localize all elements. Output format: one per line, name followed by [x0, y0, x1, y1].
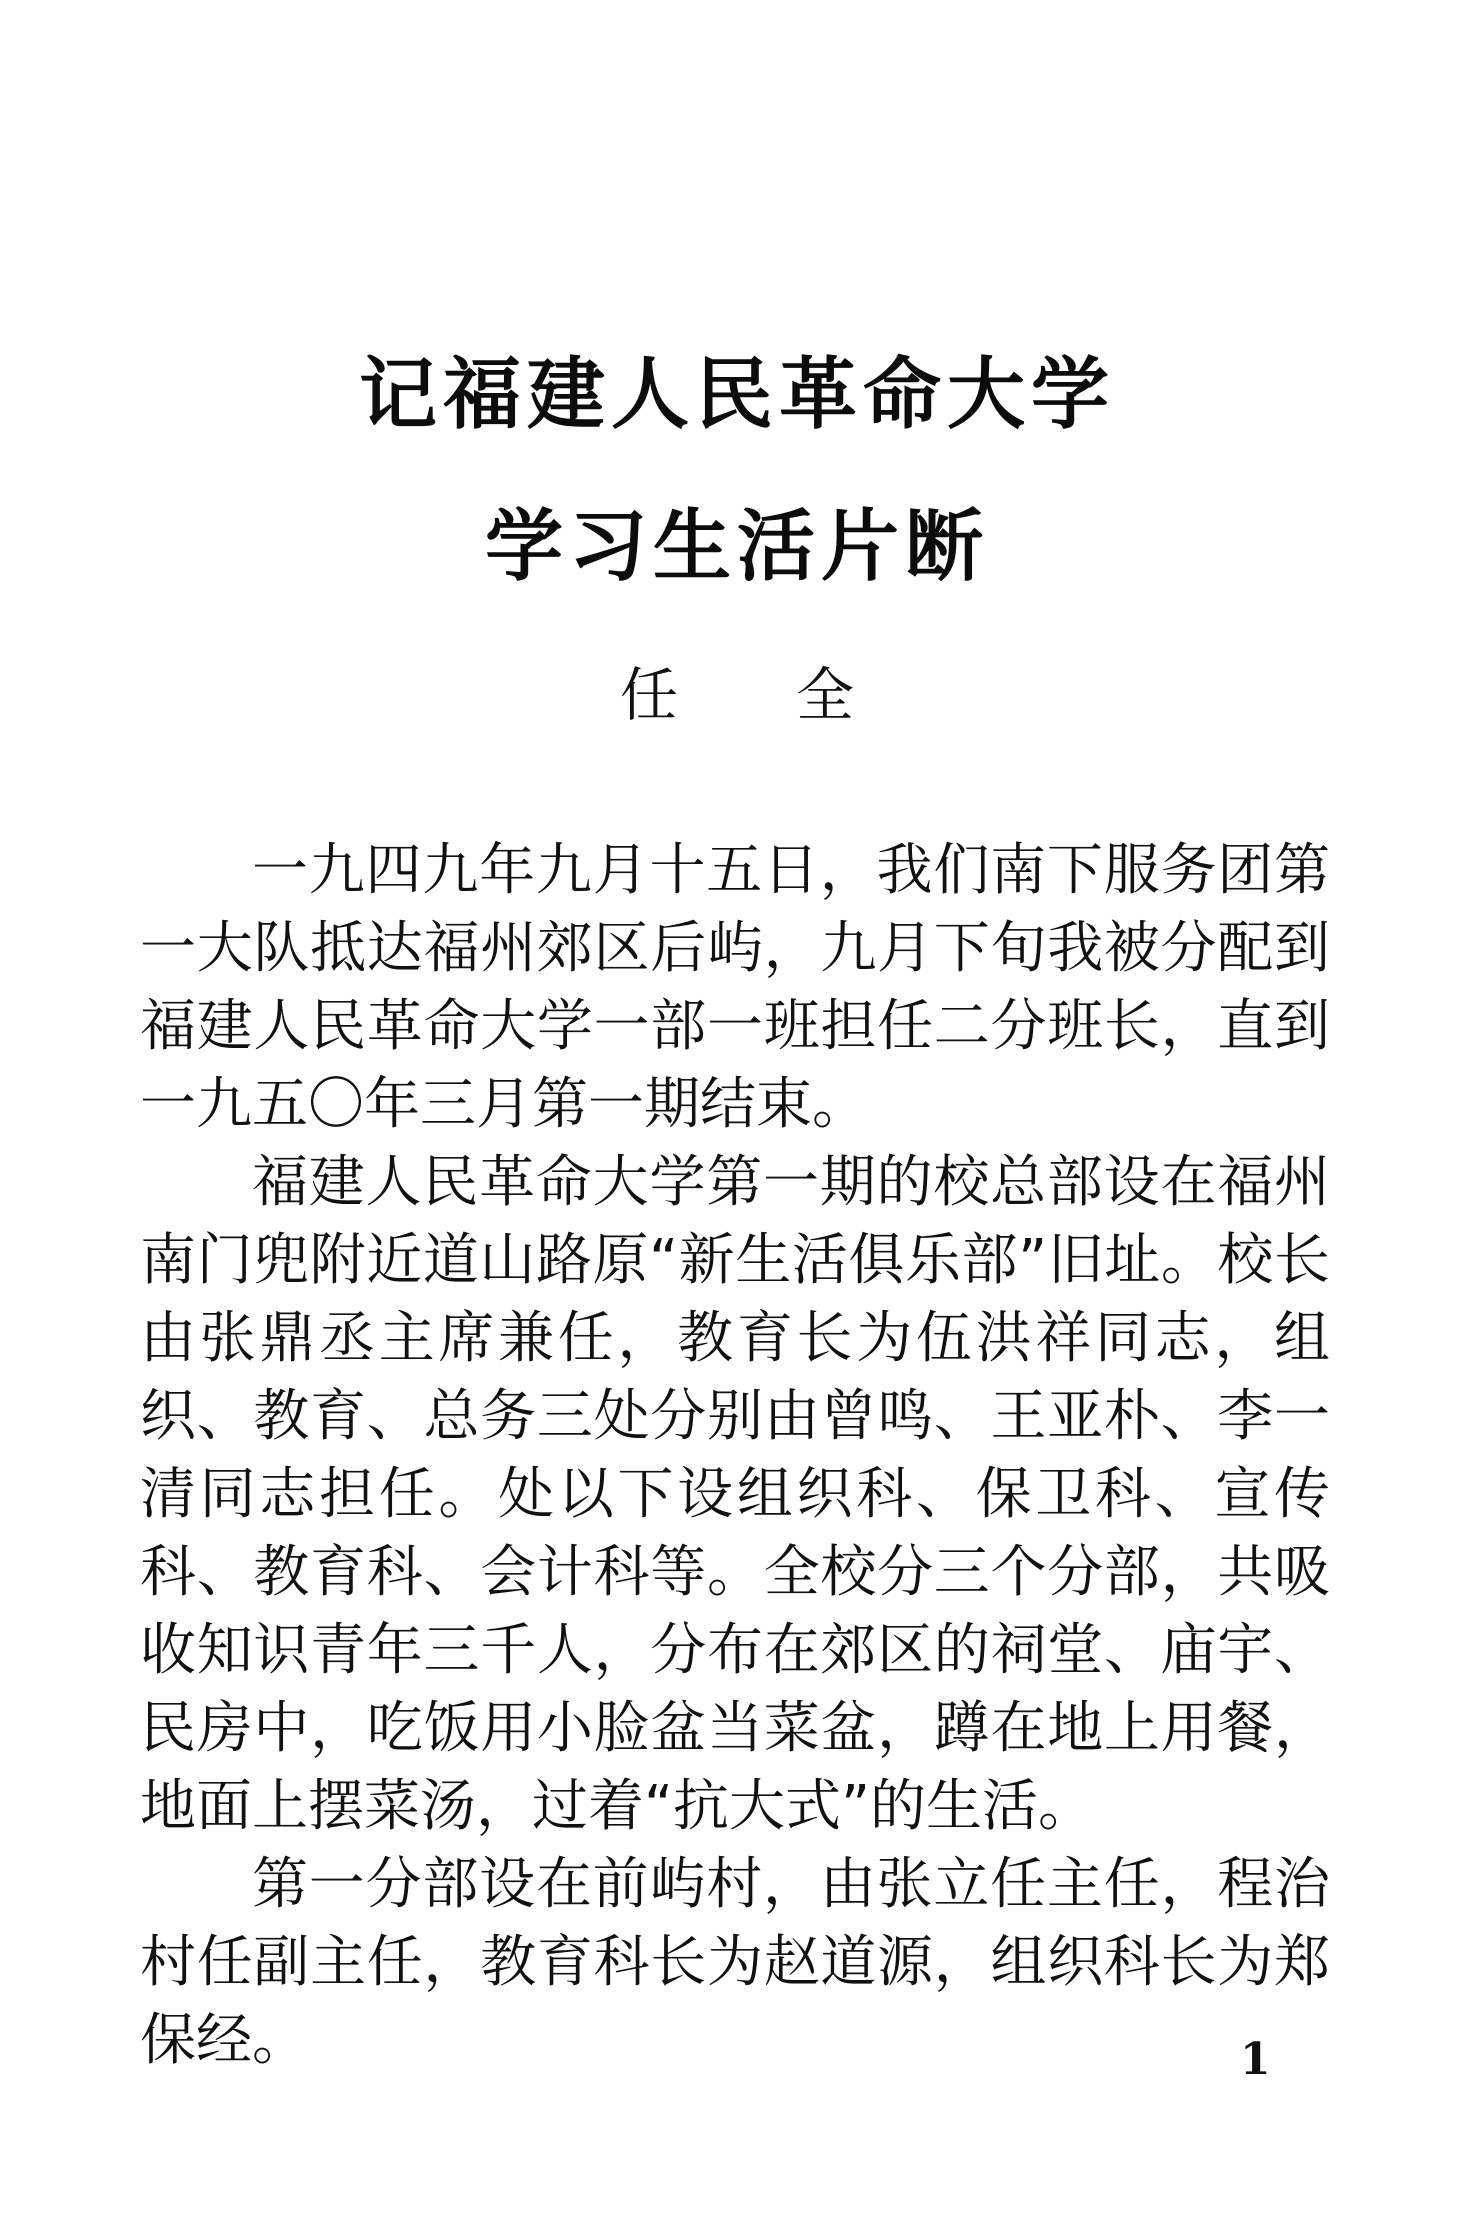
article-title-line-1: 记福建人民革命大学	[358, 350, 1115, 440]
paragraph: 福建人民革命大学第一期的校总部设在福州南门兜附近道山路原“新生活俱乐部”旧址。校长由张鼎丞主席兼任，教育长为伍洪祥同志，组织、教育、总务三处分别由曾鸣、王亚朴、李一清同志担任。处以下设组织科、保卫科、宣传科、教育科、会计科等。全校分三个分部，共吸收知识青年三千人，分布在郊区的祠堂、庙宇、民房中，吃饭用小脸盆当菜盆，蹲在地上用餐，地面上摆菜汤，过着“抗大式”的生活。	[140, 1150, 1330, 1839]
article-body	[140, 832, 1330, 2085]
paragraph: 第一分部设在前屿村，由张立任主任，程治村任副主任，教育科长为赵道源，组织科长为郑保经。	[140, 1852, 1330, 2073]
author-name	[0, 661, 1474, 729]
paragraph: 一九四九年九月十五日，我们南下服务团第一大队抵达福州郊区后屿，九月下旬我被分配到福建人民革命大学一部一班担任二分班长，直到一九五〇年三月第一期结束。	[140, 838, 1330, 1137]
article-title-line-2: 学习生活片断	[484, 502, 989, 592]
page-number: 1	[1240, 2034, 1271, 2085]
author-given-name: 全	[796, 661, 855, 729]
author-surname: 任	[619, 661, 678, 729]
